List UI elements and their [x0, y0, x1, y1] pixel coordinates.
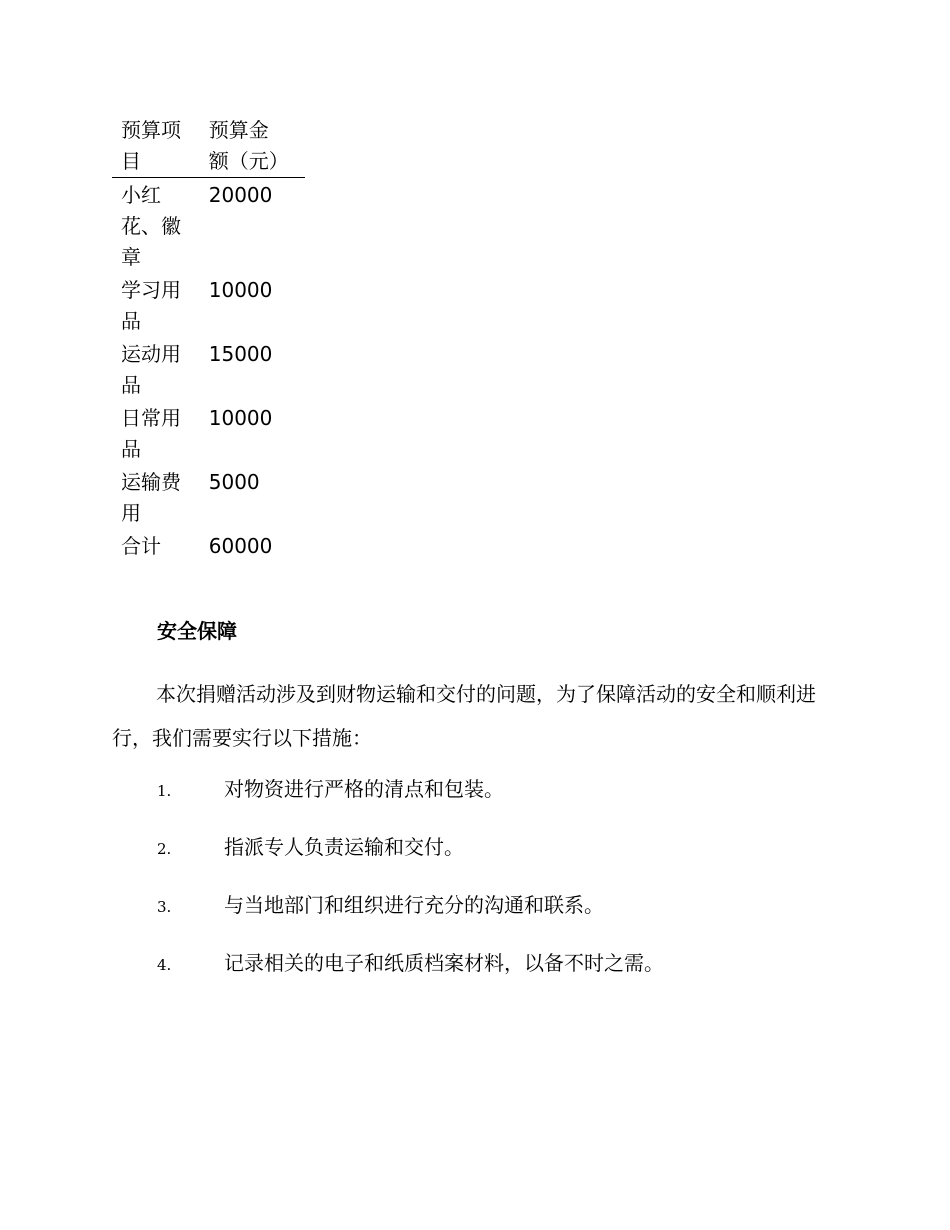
budget-table-row — [112, 467, 305, 531]
list-item-number: 4. — [157, 956, 172, 974]
budget-table-row — [112, 275, 305, 339]
budget-amount-cell: 10000 — [208, 406, 273, 430]
list-item-text: 对物资进行严格的清点和包装。 — [224, 777, 504, 801]
budget-table-row — [112, 339, 305, 403]
budget-table-row — [112, 178, 305, 276]
budget-table-header-item: 预算项目 — [121, 118, 181, 173]
list-item-number: 2. — [157, 840, 172, 858]
list-item-text: 记录相关的电子和纸质档案材料，以备不时之需。 — [224, 951, 664, 975]
budget-table-header-amount: 预算金额（元） — [208, 118, 289, 173]
list-item-text: 与当地部门和组织进行充分的沟通和联系。 — [224, 893, 604, 917]
budget-item-cell: 运输费用 — [121, 470, 181, 525]
list-item — [0, 774, 950, 832]
list-item-text: 指派专人负责运输和交付。 — [224, 835, 464, 859]
section-heading-safety: 安全保障 — [157, 619, 237, 643]
list-item-number: 1. — [157, 782, 172, 800]
budget-amount-cell: 10000 — [208, 278, 273, 302]
budget-amount-cell: 5000 — [208, 470, 260, 494]
budget-amount-cell: 20000 — [208, 183, 273, 207]
budget-amount-cell: 60000 — [208, 534, 273, 558]
budget-table-header-row — [112, 115, 305, 178]
list-item-number: 3. — [157, 898, 172, 916]
safety-measures-list — [0, 774, 950, 1006]
budget-item-cell: 小红花、徽章 — [121, 183, 181, 269]
budget-table — [112, 115, 305, 564]
budget-amount-cell: 15000 — [208, 342, 273, 366]
list-item — [0, 832, 950, 890]
budget-table-row — [112, 403, 305, 467]
budget-item-cell: 学习用品 — [121, 278, 181, 333]
safety-intro-paragraph: 本次捐赠活动涉及到财物运输和交付的问题，为了保障活动的安全和顺利进行，我们需要实行以下措施： — [112, 682, 816, 750]
list-item — [0, 890, 950, 948]
budget-item-cell: 日常用品 — [121, 406, 181, 461]
budget-item-cell: 运动用品 — [121, 342, 181, 397]
budget-item-cell: 合计 — [121, 534, 161, 558]
budget-table-total-row — [112, 531, 305, 564]
list-item — [0, 948, 950, 1006]
